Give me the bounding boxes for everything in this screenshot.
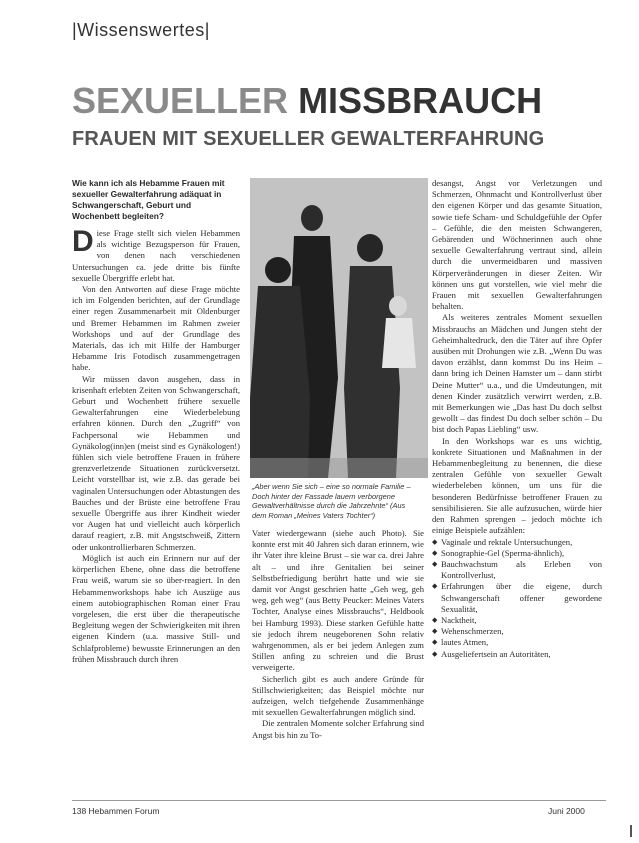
photo-caption: „Aber wenn Sie sich – eine so normale Familie – Doch hinter der Fassade lauern verborgene Gewaltverhältnisse durch die Jahrzehnte“ (Aus dem Roman „Meines Vaters Tochter“) (252, 482, 411, 520)
list-item: ◆ Bauchwachstum als Erleben von Kontrollverlust, (432, 559, 602, 581)
paragraph-4: Möglich ist auch ein Erinnern nur auf der körperlichen Ebene, ohne dass die betroffene Frau weiß, warum sie so über-reagiert. In den Hebammenworkshops habe ich Auszüge aus einem autobiographischen Roman einer Frau vorgelesen, die erst über die therapeutische Begleitung wegen der Schwierigkeiten mit ihren eigenen Kindern (u.a. massive Still- und Schlafprobleme) bewusste Erinnerungen an den frühen Missbrauch durch ihren (72, 552, 240, 664)
paragraph-5: Vater wiedergewann (siehe auch Photo). Sie konnte erst mit 40 Jahren sich daran erinnern, wie ihr Vater ihre kleine Brust – sie war ca. drei Jahre alt – und ihre Genitalien bei seiner Selbstbefriedigung berührt hatte und wie sie damit vor Angst geschrien hatte „Geh weg, geh weg, geh weg“ (aus Betty Peucker: Meines Vaters Tochter, Analyse eines Missbrauchs“, Heldbook bei Hamburg 1993). Diese starken Gefühle hatte sie jedoch ihrem neugeborenen Sohn relativ wahrgenommen, als er bei jedem Anlegen zum Stillen anfing zu schreien und die Brust verweigerte. (252, 528, 424, 673)
scan-mark (630, 825, 632, 837)
list-item: ◆ Erfahrungen über die eigene, durch Schwangerschaft offener gewordene Sexualität, (432, 581, 602, 615)
drop-cap: D (72, 225, 94, 258)
paragraph-8: desangst, Angst vor Verletzungen und Schmerzen, Ohnmacht und Kontrollverlust über den eigenen Körper und das gesamte Situation, sowie tiefe Scham- und Schuldgefühle der Opfer – Gefühle, die den meisten Schwangeren, Gebärenden und Wöchnerinnen auch ohne sexuelle Gewalterfahrung vertraut sind, allein durch die unvermeidbaren und massiven Körperveränderungen in dieser Zeiten. Wir können uns gut vorstellen, wie viel mehr die Frauen mit sexuellen Gewalterfahrungen behalten. (432, 178, 602, 312)
paragraph-3: Wir müssen davon ausgehen, dass in krisenhaft erlebten Zeiten von Schwangerschaft, Geburt und Wochenbett frühere sexuelle Gewalterfahrungen eine Wiederbelebung erfahren können. Durch den „Zugriff“ von Fachpersonal wie Hebammen und Gynäkolog(inn)en (meist sind es Gynäkologen!) fühlen sich viele betroffene Frauen in frühere grenzverletzende Situationen zurückversetzt. Leicht vorstellbar ist, wie z.B. das gerade bei vaginalen Untersuchungen oder Abtastungen des Bauches und der Brüste eine betroffene Frau sexuelle Übergriffe aus ihrer Kindheit wieder vor Augen hat und vielleicht auch körperlich darauf reagiert, z.B. mit Angstschweiß, Zittern oder unkontrollierbaren Schmerzen. (72, 373, 241, 552)
lead-question: Wie kann ich als Hebamme Frauen mit sexueller Gewalterfahrung adäquat in Schwangerschaft, Geburt und Wochenbett begleiten? (72, 178, 225, 221)
article-column-2 (252, 528, 424, 741)
example-list (432, 537, 602, 660)
paragraph-7: Die zentralen Momente solcher Erfahrung sind Angst bis hin zu To- (252, 718, 424, 740)
paragraph-1-text: iese Frage stellt sich vielen Hebammen als wichtige Bezugsperson für Frauen, von denen nach verschiedenen Untersuchungen ca. jede dritte bis fünfte sexuelle Übergriffe erlebt hat. (72, 228, 240, 283)
paragraph-6: Sicherlich gibt es auch andere Gründe für Stillschwierigkeiten; das Beispiel möchte nur aufzeigen, welch tiefgehende Zusammenhänge mit sexuellen Gewalterfahrungen möglich sind. (252, 673, 424, 718)
title-part-2: MISSBRAUCH (298, 80, 543, 121)
list-item: ◆ Ausgeliefertsein an Autoritäten, (432, 649, 602, 660)
list-item: ◆ Nacktheit, (432, 615, 602, 626)
page-subtitle: FRAUEN MIT SEXUELLER GEWALTERFAHRUNG (72, 128, 545, 150)
list-item: ◆ Vaginale und rektale Untersuchungen, (432, 537, 602, 548)
article-column-3 (432, 178, 602, 660)
section-label: |Wissenswertes| (72, 20, 210, 40)
paragraph-1 (72, 225, 240, 284)
family-photo-image (250, 178, 428, 478)
page-title (72, 80, 542, 122)
list-item: ◆ Wehenschmerzen, (432, 626, 602, 637)
paragraph-9: Als weiteres zentrales Moment sexuellen Missbrauchs an Mädchen und Jungen steht der Geheimhaltedruck, den die Täter auf ihre Opfer ausüben mit Drohungen wie z.B. „Wenn Du was davon erzählst, dann kommst Du ins Heim – dann bring ich Deinen Hamster um – dann stirbt Deine Mutter“ u.a., und die Umdeutungen, mit denen Kinder zusätzlich verwirrt werden, z.B. mit Bemerkungen wie „Das hast Du doch selbst gewollt – das findest Du doch selber schön – Du bist doch Papas Liebling“ usw. (432, 312, 602, 435)
footer-rule (72, 800, 606, 801)
family-photo (250, 178, 428, 478)
footer-page-magazine: 138 Hebammen Forum (72, 806, 160, 816)
paragraph-2: Von den Antworten auf diese Frage möchte ich im Folgenden berichten, auf der Grundlage einer regen Zusammenarbeit mit Oldenburger und Bremer Hebammen im Rahmen zweier Workshops und auf der Grundlage des Materials, das ich mit Hilfe der Hamburger Hebamme Iris Fotodisch zusammengetragen habe. (72, 284, 240, 373)
title-part-1: SEXUELLER (72, 80, 289, 121)
list-item: ◆ lautes Atmen, (432, 637, 602, 648)
article-column-1 (72, 178, 240, 665)
list-item: ◆ Sonographie-Gel (Sperma-ähnlich), (432, 548, 602, 559)
paragraph-10: In den Workshops war es uns wichtig, konkrete Situationen und Maßnahmen in der Hebammenbegleitung zu benennen, die diese zentralen Gefühle von sexueller Gewalt wiederbeleben können, um uns für die besonderen Bedürfnisse betroffener Frauen zu sensibilisieren. Sie alle aufzusuchen, würde hier den Rahmen sprengen – jedoch möchte ich einige Beispiele aufzählen: (432, 435, 602, 536)
footer-date: Juni 2000 (548, 806, 585, 816)
